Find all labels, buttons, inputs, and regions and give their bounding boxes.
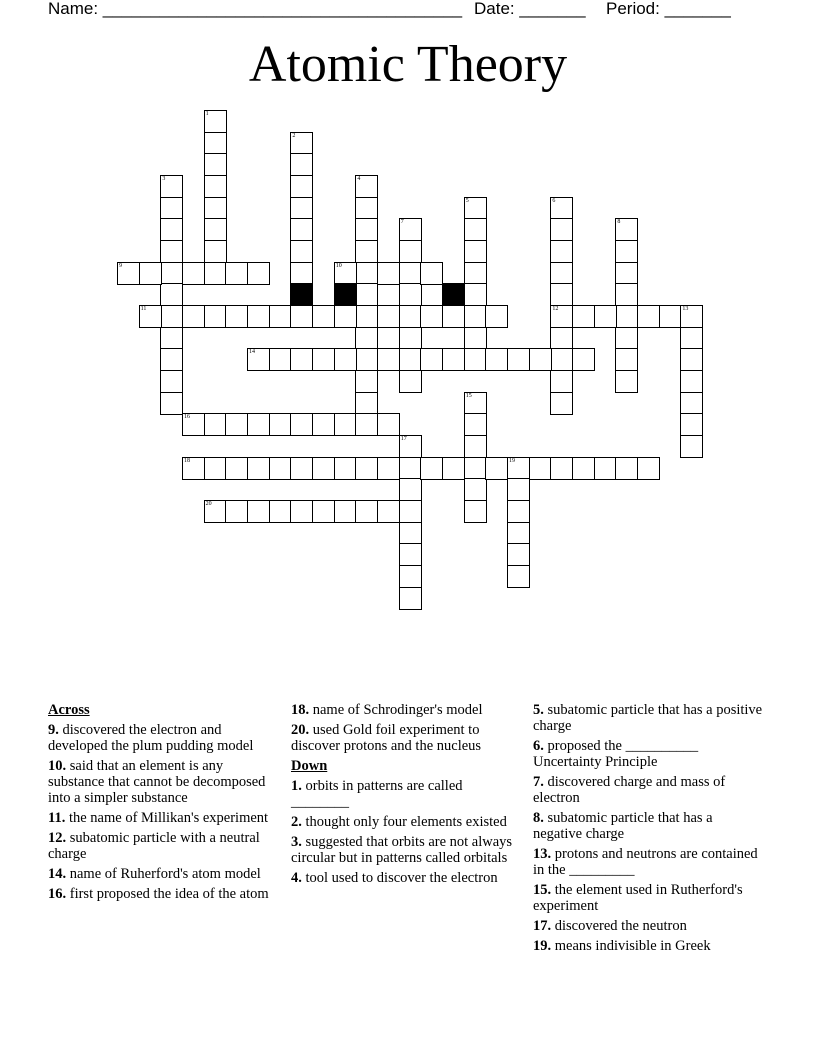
down-clue xyxy=(533,738,765,770)
crossword-cell[interactable] xyxy=(204,132,227,155)
crossword-cell[interactable] xyxy=(464,327,487,350)
crossword-cell[interactable] xyxy=(464,197,487,220)
crossword-cell[interactable] xyxy=(399,370,422,393)
crossword-cell[interactable] xyxy=(355,327,378,350)
crossword-cell[interactable] xyxy=(485,348,508,371)
down-clue-list xyxy=(291,778,523,886)
crossword-cell[interactable] xyxy=(355,240,378,263)
crossword-cell[interactable] xyxy=(334,305,357,328)
crossword-black-cell xyxy=(442,283,465,306)
down-clue xyxy=(533,882,765,914)
crossword-cell[interactable] xyxy=(550,392,573,415)
crossword-cell[interactable] xyxy=(225,305,248,328)
crossword-cell[interactable] xyxy=(399,435,422,458)
crossword-cell[interactable] xyxy=(680,413,703,436)
clue-text: used Gold foil experiment to discover protons and the nucleus xyxy=(291,722,482,754)
across-clue xyxy=(291,702,523,718)
crossword-cell[interactable] xyxy=(312,305,335,328)
clue-number-label: 17 xyxy=(400,436,407,443)
crossword-cell[interactable] xyxy=(355,197,378,220)
crossword-cell[interactable] xyxy=(269,348,292,371)
clue-text: discovered the neutron xyxy=(551,918,687,934)
crossword-cell[interactable] xyxy=(377,348,400,371)
crossword-cell[interactable] xyxy=(377,457,400,480)
crossword-cell[interactable] xyxy=(420,457,443,480)
crossword-cell[interactable] xyxy=(507,543,530,566)
crossword-cell[interactable] xyxy=(464,283,487,306)
crossword-cell[interactable] xyxy=(269,457,292,480)
clue-text: thought only four elements existed xyxy=(301,814,507,830)
crossword-cell[interactable] xyxy=(507,500,530,523)
crossword-cell[interactable] xyxy=(399,262,422,285)
clue-number: 19. xyxy=(533,938,552,954)
across-clue xyxy=(48,722,280,754)
crossword-cell[interactable] xyxy=(507,478,530,501)
crossword-cell[interactable] xyxy=(399,543,422,566)
crossword-cell[interactable] xyxy=(290,457,313,480)
crossword-cell[interactable] xyxy=(507,522,530,545)
crossword-cell[interactable] xyxy=(420,305,443,328)
clue-number-label: 20 xyxy=(205,501,212,508)
crossword-cell[interactable] xyxy=(615,283,638,306)
clue-number: 11. xyxy=(48,810,66,826)
crossword-cell[interactable] xyxy=(680,435,703,458)
crossword-cell[interactable] xyxy=(204,500,227,523)
clue-number-label: 16 xyxy=(184,414,190,421)
clue-text: subatomic particle that has a negative charge xyxy=(533,810,713,842)
crossword-cell[interactable] xyxy=(225,262,248,285)
crossword-cell[interactable] xyxy=(160,305,183,328)
crossword-cell[interactable] xyxy=(355,457,378,480)
clue-number: 20. xyxy=(291,722,310,738)
crossword-cell[interactable] xyxy=(225,457,248,480)
clue-number-label: 15 xyxy=(465,392,472,399)
across-clue-list-continued xyxy=(291,702,523,754)
crossword-cell[interactable] xyxy=(247,500,270,523)
crossword-cell[interactable] xyxy=(312,348,335,371)
clue-text: discovered charge and mass of electron xyxy=(533,774,726,806)
crossword-cell[interactable] xyxy=(464,413,487,436)
crossword-cell[interactable] xyxy=(550,305,573,328)
clue-text: suggested that orbits are not always circular but in patterns called orbitals xyxy=(291,834,513,866)
crossword-cell[interactable] xyxy=(464,478,487,501)
crossword-cell[interactable] xyxy=(420,262,443,285)
crossword-cell[interactable] xyxy=(269,413,292,436)
clue-text: proposed the __________ Uncertainty Principle xyxy=(533,738,699,770)
crossword-cell[interactable] xyxy=(377,262,400,285)
clue-number: 15. xyxy=(533,882,552,898)
crossword-cell[interactable] xyxy=(507,457,530,480)
crossword-cell[interactable] xyxy=(204,110,227,133)
clue-text: the element used in Rutherford's experiment xyxy=(533,882,743,914)
down-heading: Down xyxy=(291,758,328,774)
clue-text: subatomic particle that has a positive charge xyxy=(533,702,763,734)
crossword-cell[interactable] xyxy=(355,283,378,306)
period-field-label[interactable]: Period: _______ xyxy=(606,0,731,18)
crossword-cell[interactable] xyxy=(160,262,183,285)
down-clue xyxy=(291,834,523,866)
crossword-cell[interactable] xyxy=(377,305,400,328)
crossword-cell[interactable] xyxy=(615,457,638,480)
crossword-cell[interactable] xyxy=(290,218,313,241)
clue-number-label: 2 xyxy=(292,132,296,139)
crossword-cell[interactable] xyxy=(615,327,638,350)
down-clue xyxy=(533,846,765,878)
crossword-cell[interactable] xyxy=(290,500,313,523)
date-field-label[interactable]: Date: _______ xyxy=(474,0,586,18)
crossword-cell[interactable] xyxy=(399,522,422,545)
crossword-cell[interactable] xyxy=(680,392,703,415)
crossword-cell[interactable] xyxy=(399,457,422,480)
crossword-cell[interactable] xyxy=(572,305,595,328)
crossword-cell[interactable] xyxy=(399,587,422,610)
crossword-black-cell xyxy=(334,283,357,306)
crossword-cell[interactable] xyxy=(464,348,487,371)
crossword-cell[interactable] xyxy=(550,218,573,241)
crossword-cell[interactable] xyxy=(680,370,703,393)
crossword-cell[interactable] xyxy=(334,348,357,371)
crossword-cell[interactable] xyxy=(464,500,487,523)
crossword-cell[interactable] xyxy=(399,565,422,588)
page-title: Atomic Theory xyxy=(248,36,568,93)
crossword-cell[interactable] xyxy=(442,457,465,480)
crossword-cell[interactable] xyxy=(290,262,313,285)
crossword-cell[interactable] xyxy=(550,348,573,371)
crossword-cell[interactable] xyxy=(247,262,270,285)
clue-text: the name of Millikan's experiment xyxy=(65,810,269,826)
crossword-cell[interactable] xyxy=(160,283,183,306)
crossword-cell[interactable] xyxy=(550,197,573,220)
crossword-cell[interactable] xyxy=(160,392,183,415)
crossword-cell[interactable] xyxy=(659,305,682,328)
crossword-cell[interactable] xyxy=(529,457,552,480)
crossword-cell[interactable] xyxy=(204,153,227,176)
across-clue-list xyxy=(48,722,280,902)
crossword-cell[interactable] xyxy=(290,240,313,263)
clue-number: 5. xyxy=(533,702,544,718)
clue-number: 7. xyxy=(533,774,544,790)
crossword-cell[interactable] xyxy=(464,218,487,241)
clue-number: 17. xyxy=(533,918,552,934)
clue-number-label: 5 xyxy=(465,197,469,204)
crossword-cell[interactable] xyxy=(550,457,573,480)
crossword-cell[interactable] xyxy=(312,500,335,523)
clue-number: 6. xyxy=(533,738,544,754)
crossword-cell[interactable] xyxy=(355,392,378,415)
across-clue xyxy=(48,830,280,862)
crossword-cell[interactable] xyxy=(290,413,313,436)
clue-number: 18. xyxy=(291,702,310,718)
crossword-cell[interactable] xyxy=(399,240,422,263)
crossword-cell[interactable] xyxy=(182,262,205,285)
crossword-cell[interactable] xyxy=(485,457,508,480)
down-clue xyxy=(291,814,523,830)
crossword-cell[interactable] xyxy=(464,262,487,285)
crossword-cell[interactable] xyxy=(204,413,227,436)
clue-text: said that an element is any substance that cannot be decomposed into a simpler substance xyxy=(48,758,266,806)
crossword-cell[interactable] xyxy=(204,197,227,220)
crossword-cell[interactable] xyxy=(637,305,660,328)
clue-text: subatomic particle with a neutral charge xyxy=(48,830,260,862)
across-heading: Across xyxy=(48,702,90,718)
crossword-cell[interactable] xyxy=(355,370,378,393)
clue-number: 1. xyxy=(291,778,302,794)
crossword-cell[interactable] xyxy=(355,413,378,436)
clues-column-3 xyxy=(533,702,765,958)
crossword-cell[interactable] xyxy=(290,197,313,220)
crossword-cell[interactable] xyxy=(139,262,162,285)
crossword-cell[interactable] xyxy=(355,262,378,285)
crossword-cell[interactable] xyxy=(680,348,703,371)
crossword-cell[interactable] xyxy=(247,305,270,328)
crossword-cell[interactable] xyxy=(615,348,638,371)
crossword-cell[interactable] xyxy=(290,348,313,371)
crossword-cell[interactable] xyxy=(182,305,205,328)
clue-number: 14. xyxy=(48,866,67,882)
down-clue xyxy=(291,870,523,886)
crossword-cell[interactable] xyxy=(160,370,183,393)
crossword-cell[interactable] xyxy=(247,348,270,371)
crossword-cell[interactable] xyxy=(204,305,227,328)
crossword-cell[interactable] xyxy=(550,283,573,306)
crossword-cell[interactable] xyxy=(550,240,573,263)
crossword-cell[interactable] xyxy=(355,305,378,328)
crossword-cell[interactable] xyxy=(204,262,227,285)
crossword-cell[interactable] xyxy=(290,305,313,328)
crossword-cell[interactable] xyxy=(637,457,660,480)
clue-number: 12. xyxy=(48,830,67,846)
crossword-cell[interactable] xyxy=(464,457,487,480)
crossword-cell[interactable] xyxy=(399,283,422,306)
crossword-cell[interactable] xyxy=(290,132,313,155)
crossword-cell[interactable] xyxy=(615,305,638,328)
crossword-cell[interactable] xyxy=(399,327,422,350)
crossword-cell[interactable] xyxy=(160,327,183,350)
crossword-cell[interactable] xyxy=(225,500,248,523)
crossword-cell[interactable] xyxy=(399,478,422,501)
crossword-cell[interactable] xyxy=(507,565,530,588)
down-clue xyxy=(533,702,765,734)
clues-column-2 xyxy=(291,702,523,890)
clue-number-label: 3 xyxy=(162,176,166,182)
crossword-cell[interactable] xyxy=(290,153,313,176)
clue-number-label: 10 xyxy=(335,262,342,269)
crossword-cell[interactable] xyxy=(269,500,292,523)
across-clue xyxy=(48,866,280,882)
clue-number-label: 19 xyxy=(509,457,516,464)
crossword-cell[interactable] xyxy=(160,218,183,241)
name-field-label[interactable]: Name: ______________________________________ xyxy=(48,0,463,18)
crossword-cell[interactable] xyxy=(615,218,638,241)
crossword-cell[interactable] xyxy=(615,262,638,285)
crossword-cell[interactable] xyxy=(615,370,638,393)
crossword-cell[interactable] xyxy=(355,500,378,523)
crossword-cell[interactable] xyxy=(680,327,703,350)
crossword-cell[interactable] xyxy=(377,413,400,436)
crossword-cell[interactable] xyxy=(399,500,422,523)
down-clue xyxy=(533,774,765,806)
crossword-cell[interactable] xyxy=(464,392,487,415)
clue-number: 13. xyxy=(533,846,552,862)
crossword-cell[interactable] xyxy=(204,175,227,198)
crossword-cell[interactable] xyxy=(594,457,617,480)
crossword-cell[interactable] xyxy=(442,305,465,328)
crossword-cell[interactable] xyxy=(464,240,487,263)
across-clue xyxy=(291,722,523,754)
clue-number-label: 14 xyxy=(249,349,256,356)
crossword-cell[interactable] xyxy=(204,218,227,241)
crossword-cell[interactable] xyxy=(355,348,378,371)
crossword-cell[interactable] xyxy=(290,175,313,198)
down-clue-list-continued xyxy=(533,702,765,954)
crossword-cell[interactable] xyxy=(377,500,400,523)
clue-number: 2. xyxy=(291,814,302,830)
crossword-cell[interactable] xyxy=(680,305,703,328)
clue-text: means indivisible in Greek xyxy=(551,938,711,954)
crossword-cell[interactable] xyxy=(334,262,357,285)
crossword-cell[interactable] xyxy=(247,457,270,480)
down-clue xyxy=(533,938,765,954)
clue-number-label: 18 xyxy=(184,457,190,464)
crossword-cell[interactable] xyxy=(269,305,292,328)
crossword-cell[interactable] xyxy=(334,457,357,480)
down-clue xyxy=(291,778,523,810)
crossword-cell[interactable] xyxy=(139,305,162,328)
crossword-cell[interactable] xyxy=(355,218,378,241)
crossword-cell[interactable] xyxy=(182,413,205,436)
crossword-cell[interactable] xyxy=(204,240,227,263)
clue-number: 3. xyxy=(291,834,302,850)
crossword-cell[interactable] xyxy=(225,413,248,436)
crossword-cell[interactable] xyxy=(594,305,617,328)
crossword-cell[interactable] xyxy=(160,240,183,263)
crossword-cell[interactable] xyxy=(399,218,422,241)
crossword-cell[interactable] xyxy=(550,370,573,393)
clue-number: 8. xyxy=(533,810,544,826)
crossword-cell[interactable] xyxy=(485,305,508,328)
clue-number: 4. xyxy=(291,870,302,886)
crossword-cell[interactable] xyxy=(615,240,638,263)
clue-text: discovered the electron and developed the plum pudding model xyxy=(48,722,254,754)
across-clue xyxy=(48,886,280,902)
crossword-cell[interactable] xyxy=(464,435,487,458)
crossword-black-cell xyxy=(290,283,313,306)
clue-number-label: 1 xyxy=(205,111,209,117)
clue-text: name of Ruherford's atom model xyxy=(66,866,261,882)
crossword-cell[interactable] xyxy=(334,413,357,436)
down-clue xyxy=(533,810,765,842)
clue-number: 10. xyxy=(48,758,67,774)
crossword-cell[interactable] xyxy=(550,327,573,350)
crossword-cell[interactable] xyxy=(312,457,335,480)
clues-column-1 xyxy=(48,702,280,906)
crossword-cell[interactable] xyxy=(160,348,183,371)
crossword-cell[interactable] xyxy=(572,457,595,480)
crossword-cell[interactable] xyxy=(182,457,205,480)
across-clue xyxy=(48,810,280,826)
crossword-cell[interactable] xyxy=(442,348,465,371)
crossword-cell[interactable] xyxy=(312,413,335,436)
crossword-cell[interactable] xyxy=(420,348,443,371)
crossword-cell[interactable] xyxy=(572,348,595,371)
clue-text: tool used to discover the electron xyxy=(301,870,498,886)
crossword-cell[interactable] xyxy=(464,305,487,328)
clue-number: 9. xyxy=(48,722,59,738)
crossword-cell[interactable] xyxy=(399,305,422,328)
clue-number-label: 6 xyxy=(552,197,556,204)
crossword-cell[interactable] xyxy=(355,175,378,198)
crossword-cell[interactable] xyxy=(399,348,422,371)
crossword-cell[interactable] xyxy=(507,348,530,371)
clue-number-label: 4 xyxy=(357,176,361,182)
clue-number-label: 12 xyxy=(552,306,559,313)
clue-number-label: 8 xyxy=(617,219,621,226)
crossword-cell[interactable] xyxy=(117,262,140,285)
crossword-cell[interactable] xyxy=(529,348,552,371)
clue-text: orbits in patterns are called ________ xyxy=(291,778,463,810)
clue-text: first proposed the idea of the atom xyxy=(66,886,269,902)
crossword-cell[interactable] xyxy=(204,457,227,480)
crossword-cell[interactable] xyxy=(550,262,573,285)
clue-number: 16. xyxy=(48,886,67,902)
crossword-cell[interactable] xyxy=(247,413,270,436)
crossword-cell[interactable] xyxy=(160,175,183,198)
down-clue xyxy=(533,918,765,934)
clue-text: name of Schrodinger's model xyxy=(309,702,483,718)
clue-number-label: 13 xyxy=(682,306,689,313)
crossword-cell[interactable] xyxy=(160,197,183,220)
crossword-cell[interactable] xyxy=(334,500,357,523)
clue-number-label: 7 xyxy=(400,219,404,226)
clue-number-label: 11 xyxy=(140,306,147,313)
clue-text: protons and neutrons are contained in the _________ xyxy=(533,846,758,878)
across-clue xyxy=(48,758,280,806)
clue-number-label: 9 xyxy=(119,262,122,269)
